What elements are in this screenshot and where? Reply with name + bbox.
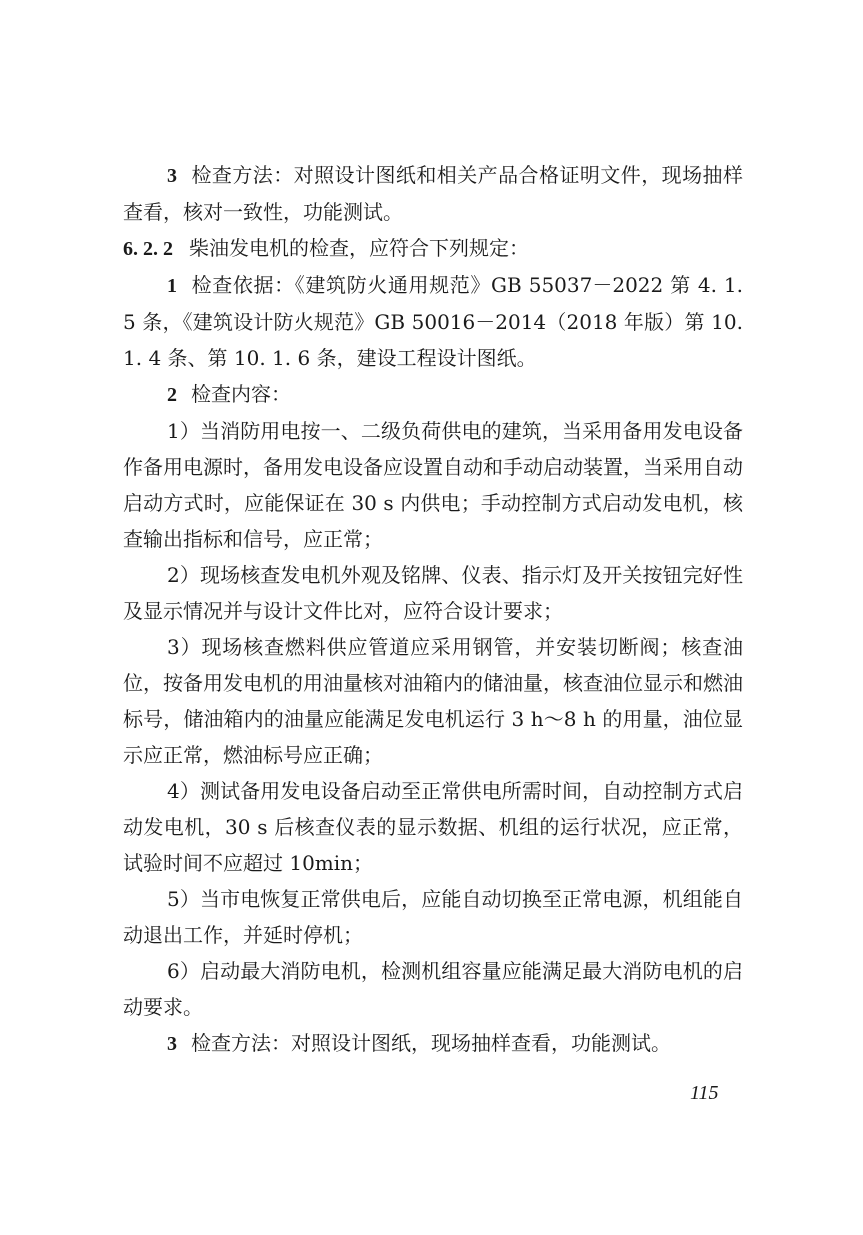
- page-number: 115: [690, 1082, 719, 1104]
- paragraph-check-content: [123, 376, 743, 413]
- list-item-3: 3）现场核查燃料供应管道应采用钢管，并安装切断阀；核查油位，按备用发电机的用油量核对油箱内的储油量，核查油位显示和燃油标号，储油箱内的油量应能满足发电机运行 3 h～8 h 的用量，油位显示应正常，燃油标号应正确；: [123, 635, 743, 767]
- section-title: 柴油发电机的检查，应符合下列规定：: [189, 236, 529, 260]
- paragraph-text: 检查内容：: [191, 382, 291, 406]
- list-item-2: 2）现场核查发电机外观及铭牌、仪表、指示灯及开关按钮完好性及显示情况并与设计文件比对，应符合设计要求；: [123, 563, 743, 623]
- item-number: 3: [167, 1033, 177, 1055]
- item-number: 2: [167, 384, 177, 406]
- paragraph-check-method-2: [123, 1025, 743, 1062]
- paragraph-text: 检查依据：《建筑防火通用规范》GB 55037－2022 第 4. 1. 5 条，《建筑设计防火规范》GB 50016－2014（2018 年版）第 10. 1. 4 条、第 10. 1. 6 条，建设工程设计图纸。: [123, 273, 743, 370]
- list-item-5: 5）当市电恢复正常供电后，应能自动切换至正常电源，机组能自动退出工作，并延时停机；: [123, 887, 743, 947]
- item-number: 3: [167, 165, 177, 187]
- paragraph-text: 检查方法：对照设计图纸和相关产品合格证明文件，现场抽样查看，核对一致性，功能测试。: [123, 163, 743, 224]
- paragraph-check-method-1: [123, 157, 743, 230]
- list-item-4: 4）测试备用发电设备启动至正常供电所需时间，自动控制方式启动发电机，30 s 后核查仪表的显示数据、机组的运行状况，应正常，试验时间不应超过 10min；: [123, 779, 743, 875]
- paragraph-text: 检查方法：对照设计图纸，现场抽样查看，功能测试。: [191, 1031, 671, 1055]
- paragraph-check-basis: [123, 267, 743, 376]
- document-body: [123, 157, 743, 1062]
- item-number: 1: [167, 275, 177, 297]
- section-heading-6-2-2: [123, 230, 743, 267]
- list-item-6: 6）启动最大消防电机，检测机组容量应能满足最大消防电机的启动要求。: [123, 959, 743, 1019]
- section-number: 6. 2. 2: [123, 238, 173, 260]
- list-item-1: 1）当消防用电按一、二级负荷供电的建筑，当采用备用发电设备作备用电源时，备用发电设备应设置自动和手动启动装置，当采用自动启动方式时，应能保证在 30 s 内供电；手动控制方式启动发电机，核查输出指标和信号，应正常；: [123, 419, 743, 551]
